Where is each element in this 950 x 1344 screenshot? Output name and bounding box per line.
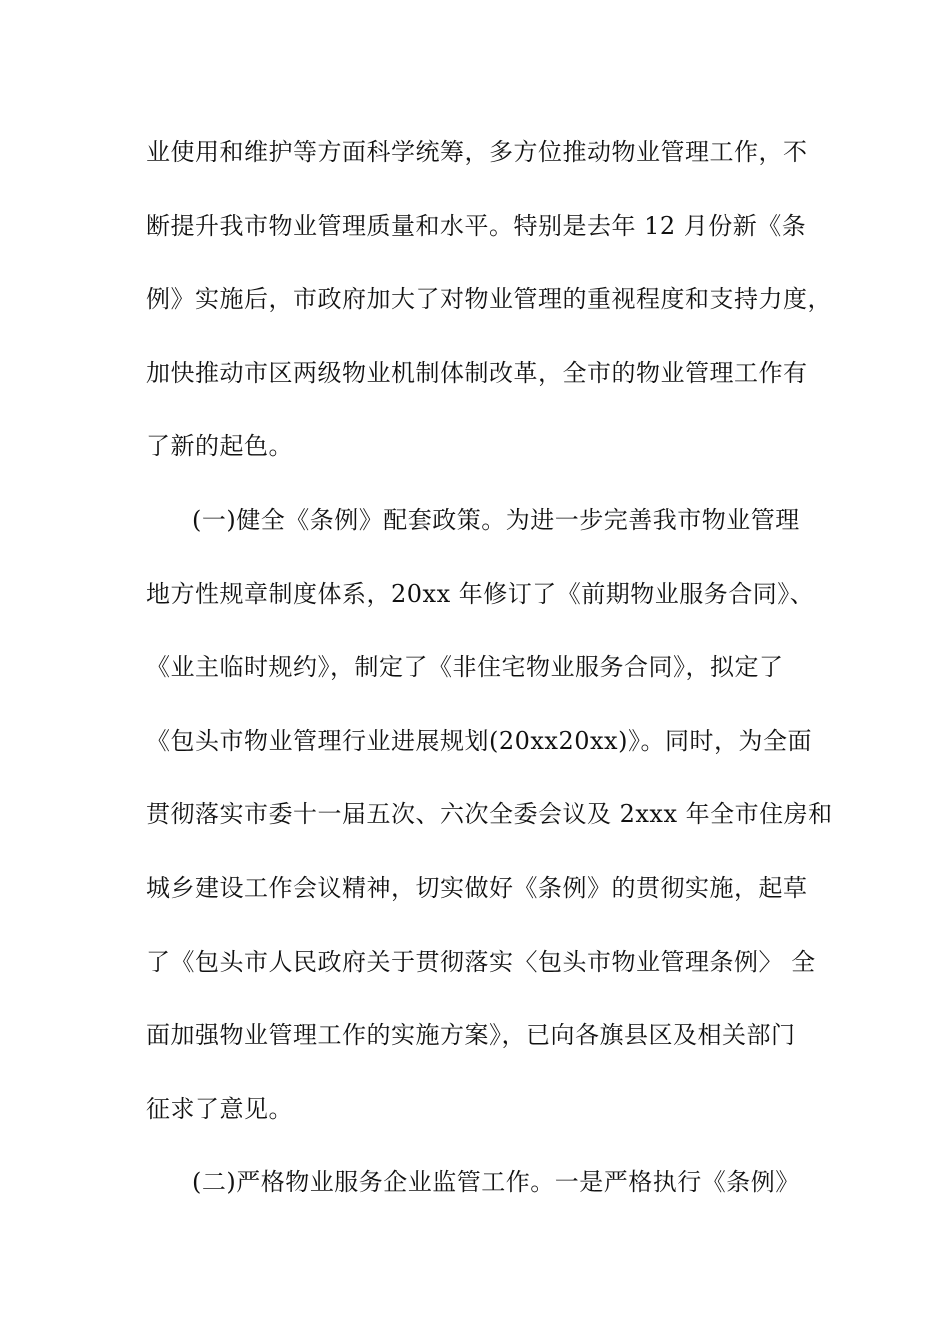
text-line: 业使用和维护等方面科学统筹，多方位推动物业管理工作，不 xyxy=(146,138,808,166)
text-line: 加快推动市区两级物业机制体制改革，全市的物业管理工作有 xyxy=(146,358,808,387)
text-line: 征求了意见。 xyxy=(146,1094,293,1123)
text-line: 断提升我市物业管理质量和水平。特别是去年 12 月份新《条 xyxy=(146,211,807,240)
text-line: 面加强物业管理工作的实施方案》，已向各旗县区及相关部门 xyxy=(146,1021,796,1050)
text-line: 贯彻落实市委十一届五次、六次全委会议及 2xxx 年全市住房和 xyxy=(146,800,833,829)
text-line: 了《包头市人民政府关于贯彻落实〈包头市物业管理条例〉 全 xyxy=(146,947,816,976)
text-line: 例》实施后，市政府加大了对物业管理的重视程度和支持力度， xyxy=(146,285,832,314)
text-line: 《业主临时规约》，制定了《非住宅物业服务合同》，拟定了 xyxy=(146,653,784,682)
paragraph-heading-2: (二)严格物业服务企业监管工作。一是严格执行《条例》 xyxy=(192,1168,800,1197)
text-line: 城乡建设工作会议精神，切实做好《条例》的贯彻实施，起草 xyxy=(146,873,808,902)
text-line: 了新的起色。 xyxy=(146,432,293,461)
paragraph-heading-1: (一)健全《条例》配套政策。为进一步完善我市物业管理 xyxy=(192,505,800,534)
body-text xyxy=(146,128,836,1232)
text-line: 《包头市物业管理行业进展规划(20xx20xx)》。同时，为全面 xyxy=(146,726,812,755)
text-line: 地方性规章制度体系，20xx 年修订了《前期物业服务合同》、 xyxy=(146,579,815,608)
